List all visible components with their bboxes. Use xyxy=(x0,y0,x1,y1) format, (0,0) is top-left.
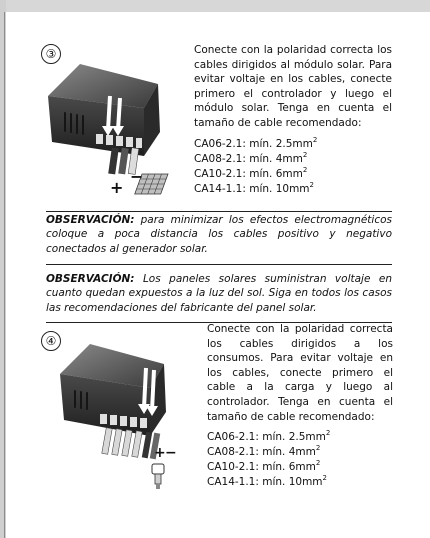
observation-2-label: OBSERVACIÓN: xyxy=(46,273,135,285)
cable-spec-4-ca14: CA14-1.1: mín. $10mm^2$ xyxy=(207,474,327,488)
cable-spec-3-ca10: CA10-2.1: mín. $6mm^2$ xyxy=(194,166,308,180)
plus-symbol-3: + xyxy=(110,178,124,197)
observation-2-text: Los paneles solares suministran voltaje en cuanto quedan expuestos a la luz del sol. Siga en todos los casos las recomendaciones del fabricante del panel solar. xyxy=(46,273,392,314)
step-3-instructions: Conecte con la polaridad correcta los cables dirigidos al módulo solar. Para evitar voltaje en los cables, conecte primero el controlador y luego el módulo solar. Tenga en cuenta el tamaño de cable recomendado: xyxy=(194,44,392,129)
plus-symbol-4: + xyxy=(154,445,166,461)
observation-1 xyxy=(46,213,392,256)
controller-solar-illustration xyxy=(40,56,182,196)
step-3-number: ③ xyxy=(41,44,61,64)
observation-divider xyxy=(46,264,392,265)
observation-1-label: OBSERVACIÓN: xyxy=(46,214,135,226)
cable-spec-4-ca10: CA10-2.1: mín. $6mm^2$ xyxy=(207,459,321,473)
step-4-instructions: Conecte con la polaridad correcta los cables dirigidos a los consumos. Para evitar voltaje en los cables, conecte primero el cable a la carga y luego al controlador. Tenga en cuenta el tamaño de cable recomendado: xyxy=(207,323,393,423)
page-top-border xyxy=(0,0,430,12)
cable-spec-3-ca14: CA14-1.1: mín. $10mm^2$ xyxy=(194,181,314,195)
minus-symbol-4: − xyxy=(165,445,177,461)
controller-load-illustration xyxy=(60,338,200,498)
minus-symbol-3: − xyxy=(130,167,144,186)
cable-spec-3-ca08: CA08-2.1: mín. $4mm^2$ xyxy=(194,151,308,165)
observation-box xyxy=(46,211,392,323)
step-4-number: ④ xyxy=(41,331,61,351)
cable-spec-3-ca06: CA06-2.1: mín. $2.5mm^2$ xyxy=(194,136,318,150)
observation-1-text: para minimizar los efectos electromagnéticos coloque a poca distancia los cables positivo y negativo conectados al generador solar. xyxy=(46,214,392,255)
cable-spec-4-ca08: CA08-2.1: mín. $4mm^2$ xyxy=(207,444,321,458)
cable-spec-4-ca06: CA06-2.1: mín. $2.5mm^2$ xyxy=(207,429,331,443)
page-left-border xyxy=(0,0,6,538)
page-left-rule xyxy=(4,12,5,538)
observation-2 xyxy=(46,272,392,315)
